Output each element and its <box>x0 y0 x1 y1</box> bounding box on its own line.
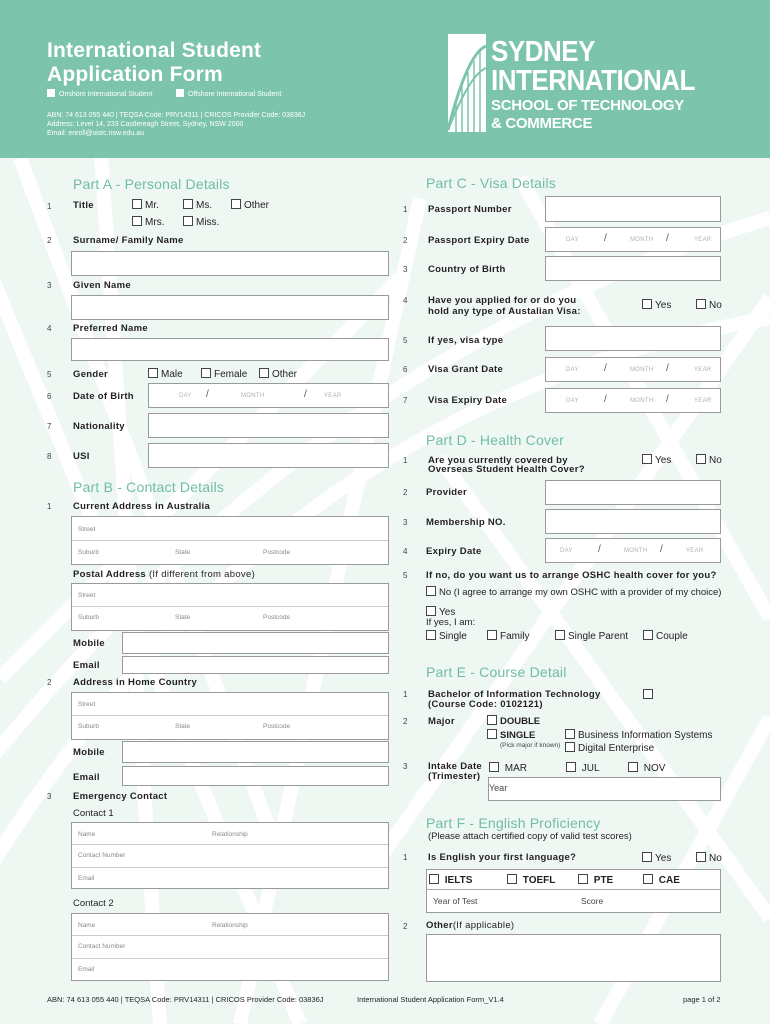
toefl-option[interactable] <box>507 874 555 886</box>
oshc-label-2: Overseas Student Health Cover? <box>428 464 585 475</box>
item-number: 4 <box>47 324 52 333</box>
contact2-field[interactable] <box>71 913 389 981</box>
item-number: 1 <box>403 853 408 862</box>
visa-applied-label-1: Have you applied for or do you <box>428 295 577 306</box>
family-checkbox[interactable] <box>487 630 497 640</box>
postcode-placeholder: Postcode <box>263 614 291 621</box>
ms-checkbox[interactable] <box>183 199 193 209</box>
item-number: 2 <box>47 236 52 245</box>
ielts-checkbox[interactable] <box>429 874 439 884</box>
divider <box>72 958 388 959</box>
suburb-placeholder: Suburb <box>78 614 99 621</box>
oshc-expiry-label: Expiry Date <box>426 546 482 557</box>
passport-number-field[interactable] <box>545 196 721 222</box>
form-title-line2: Application Form <box>47 63 223 86</box>
cover-couple-option[interactable] <box>643 630 688 642</box>
visa-no-checkbox[interactable] <box>696 299 706 309</box>
divider <box>427 889 720 890</box>
email-label: Email <box>73 660 100 671</box>
home-mobile-field[interactable] <box>122 741 389 763</box>
mar-checkbox[interactable] <box>489 762 499 772</box>
day-placeholder: DAY <box>566 367 579 373</box>
item-number: 1 <box>403 205 408 214</box>
jul-checkbox[interactable] <box>566 762 576 772</box>
other-title-label: Other <box>244 200 270 211</box>
suburb-placeholder: Suburb <box>78 549 99 556</box>
item-number: 7 <box>403 396 408 405</box>
date-separator: / <box>604 233 607 244</box>
single-parent-label: Single Parent <box>568 631 629 642</box>
couple-label: Couple <box>656 631 688 642</box>
ms-label: Ms. <box>196 200 213 211</box>
item-number: 3 <box>403 265 408 274</box>
yes-label: Yes <box>655 455 672 466</box>
item-number: 1 <box>403 690 408 699</box>
no-label: No <box>709 853 722 864</box>
arrange-no-checkbox[interactable] <box>426 586 436 596</box>
intake-label-2: (Trimester) <box>428 771 481 782</box>
mar-label: MAR <box>504 763 528 774</box>
postal-address-field[interactable] <box>71 583 389 631</box>
year-placeholder: YEAR <box>694 398 712 404</box>
month-placeholder: MONTH <box>624 548 648 554</box>
score-label: Score <box>581 896 604 906</box>
item-number: 3 <box>403 518 408 527</box>
footer-page-number: page 1 of 2 <box>683 995 721 1004</box>
english-no-option[interactable] <box>696 852 722 864</box>
item-number: 8 <box>47 452 52 461</box>
title-mr-option[interactable] <box>132 199 159 211</box>
other-test-field[interactable] <box>426 934 721 982</box>
passport-number-label: Passport Number <box>428 204 512 215</box>
item-number: 7 <box>47 422 52 431</box>
usi-field[interactable] <box>148 443 389 468</box>
toefl-checkbox[interactable] <box>507 874 517 884</box>
pte-label: PTE <box>593 875 614 886</box>
other-test-label <box>426 920 514 931</box>
cae-option[interactable] <box>643 874 680 886</box>
home-mobile-label: Mobile <box>73 747 105 758</box>
arrange-yes-checkbox[interactable] <box>426 606 436 616</box>
visa-expiry-field[interactable] <box>545 388 721 413</box>
item-number: 3 <box>403 762 408 771</box>
item-number: 2 <box>403 236 408 245</box>
miss-checkbox[interactable] <box>183 216 193 226</box>
year-label: Year <box>489 783 508 793</box>
cover-single-parent-option[interactable] <box>555 630 628 642</box>
nationality-label: Nationality <box>73 421 125 432</box>
de-option[interactable] <box>565 742 654 754</box>
intake-jul-option[interactable] <box>566 762 600 774</box>
emergency-contact-label: Emergency Contact <box>73 791 168 802</box>
membership-field[interactable] <box>545 509 721 534</box>
miss-label: Miss. <box>196 217 220 228</box>
item-number: 5 <box>403 571 408 580</box>
other-label-text: Other <box>426 920 453 931</box>
gender-other-checkbox[interactable] <box>259 368 269 378</box>
yes-label: Yes <box>655 300 672 311</box>
offshore-checkbox[interactable] <box>176 89 184 97</box>
course-checkbox[interactable] <box>643 689 653 699</box>
given-name-field[interactable] <box>71 295 389 320</box>
female-checkbox[interactable] <box>201 368 211 378</box>
mobile-label: Mobile <box>73 638 105 649</box>
state-placeholder: State <box>175 614 191 621</box>
date-separator: / <box>206 389 209 400</box>
divider <box>72 844 388 845</box>
passport-expiry-label: Passport Expiry Date <box>428 235 530 246</box>
contact-number-placeholder: Contact Number <box>78 943 126 950</box>
divider <box>72 606 388 607</box>
if-yes-label: If yes, I am: <box>426 617 476 628</box>
no-label: No <box>709 300 722 311</box>
surname-label: Surname/ Family Name <box>73 235 184 246</box>
item-number: 2 <box>403 922 408 931</box>
provider-label: Provider <box>426 487 467 498</box>
membership-label: Membership NO. <box>426 517 506 528</box>
gender-male-option[interactable] <box>148 368 183 380</box>
month-placeholder: MONTH <box>241 393 265 399</box>
pte-option[interactable] <box>578 874 613 886</box>
visa-grant-label: Visa Grant Date <box>428 364 504 375</box>
pick-major-note: (Pick major if known) <box>500 742 561 749</box>
nov-checkbox[interactable] <box>628 762 638 772</box>
home-address-label: Address in Home Country <box>73 677 198 688</box>
current-address-field[interactable] <box>71 516 389 565</box>
date-separator: / <box>660 544 663 555</box>
single-label: Single <box>439 631 467 642</box>
footer-abn: ABN: 74 613 055 440 | TEQSA Code: PRV14311 | CRICOS Provider Code: 03836J <box>47 995 324 1004</box>
preferred-name-label: Preferred Name <box>73 323 148 334</box>
arrange-no-label: No (I agree to arrange my own OSHC with a provider of my choice) <box>439 587 722 598</box>
cae-label: CAE <box>658 875 680 886</box>
part-a-heading: Part A - Personal Details <box>73 176 230 192</box>
arrange-oshc-label: If no, do you want us to arrange OSHC health cover for you? <box>426 570 717 581</box>
header-banner <box>0 0 770 158</box>
offshore-option[interactable] <box>176 89 281 100</box>
year-placeholder: YEAR <box>324 393 342 399</box>
header-address: Address: Level 14, 233 Castlereagh Street, Sydney, NSW 2000 <box>47 121 244 128</box>
item-number: 5 <box>47 370 52 379</box>
english-tests-box <box>426 869 721 913</box>
major-double-option[interactable] <box>487 715 540 727</box>
country-of-birth-field[interactable] <box>545 256 721 281</box>
course-option[interactable] <box>643 689 656 701</box>
item-number: 2 <box>403 717 408 726</box>
street-placeholder: Street <box>78 701 96 708</box>
logo-international: INTERNATIONAL <box>491 63 695 97</box>
form-title-line1: International Student <box>47 39 262 62</box>
date-separator: / <box>304 389 307 400</box>
cover-single-option[interactable] <box>426 630 467 642</box>
offshore-label: Offshore International Student <box>188 91 282 98</box>
single-checkbox[interactable] <box>426 630 436 640</box>
english-first-label: Is English your first language? <box>428 852 577 863</box>
visa-no-option[interactable] <box>696 299 722 311</box>
visa-expiry-label: Visa Expiry Date <box>428 395 508 406</box>
year-of-test-label: Year of Test <box>433 896 478 906</box>
oshc-yes-option[interactable] <box>642 454 671 466</box>
logo-commerce: & COMMERCE <box>491 115 593 132</box>
english-yes-checkbox[interactable] <box>642 852 652 862</box>
postal-label-text: Postal Address <box>73 569 147 580</box>
title-label: Title <box>73 200 94 211</box>
date-separator: / <box>604 363 607 374</box>
single-parent-checkbox[interactable] <box>555 630 565 640</box>
name-placeholder: Name <box>78 831 96 838</box>
contact1-field[interactable] <box>71 822 389 889</box>
other-note: (If applicable) <box>452 920 515 931</box>
couple-checkbox[interactable] <box>643 630 653 640</box>
part-e-heading: Part E - Course Detail <box>426 664 567 680</box>
part-f-heading: Part F - English Proficiency <box>426 815 601 831</box>
arrange-yes-label: Yes <box>439 607 456 618</box>
single-major-checkbox[interactable] <box>487 729 497 739</box>
preferred-name-field[interactable] <box>71 338 389 361</box>
divider <box>72 715 388 716</box>
title-miss-option[interactable] <box>183 216 219 228</box>
female-label: Female <box>214 369 248 380</box>
oshc-label-1: Are you currently covered by <box>428 455 568 466</box>
date-separator: / <box>604 394 607 405</box>
provider-field[interactable] <box>545 480 721 505</box>
dob-field[interactable] <box>148 383 389 408</box>
visa-grant-field[interactable] <box>545 357 721 382</box>
part-c-heading: Part C - Visa Details <box>426 175 556 191</box>
part-d-heading: Part D - Health Cover <box>426 432 565 448</box>
date-separator: / <box>666 394 669 405</box>
onshore-label: Onshore International Student <box>59 91 153 98</box>
mrs-checkbox[interactable] <box>132 216 142 226</box>
item-number: 3 <box>47 792 52 801</box>
item-number: 2 <box>403 488 408 497</box>
arrange-no-option[interactable] <box>426 586 721 598</box>
divider <box>72 935 388 936</box>
logo-bridge-icon <box>448 34 486 132</box>
onshore-checkbox[interactable] <box>47 89 55 97</box>
header-email: Email: enroll@sistc.nsw.edu.au <box>47 130 144 137</box>
bis-checkbox[interactable] <box>565 729 575 739</box>
given-name-label: Given Name <box>73 280 131 291</box>
double-checkbox[interactable] <box>487 715 497 725</box>
double-label: DOUBLE <box>500 716 541 727</box>
dob-label: Date of Birth <box>73 391 134 402</box>
title-mrs-option[interactable] <box>132 216 164 228</box>
current-address-label: Current Address in Australia <box>73 501 211 512</box>
other-title-checkbox[interactable] <box>231 199 241 209</box>
day-placeholder: DAY <box>566 237 579 243</box>
footer-form-version: International Student Application Form_V1.4 <box>357 995 504 1004</box>
item-number: 1 <box>47 502 52 511</box>
intake-label-1: Intake Date <box>428 761 482 772</box>
usi-label: USI <box>73 451 90 462</box>
major-label: Major <box>428 716 455 727</box>
toefl-label: TOEFL <box>522 875 556 886</box>
visa-applied-label-2: hold any type of Austalian Visa: <box>428 306 581 317</box>
country-of-birth-label: Country of Birth <box>428 264 506 275</box>
de-checkbox[interactable] <box>565 742 575 752</box>
intake-mar-option[interactable] <box>489 762 527 774</box>
title-ms-option[interactable] <box>183 199 212 211</box>
item-number: 5 <box>403 336 408 345</box>
test-scores-note: (Please attach certified copy of valid test scores) <box>428 831 632 842</box>
mr-label: Mr. <box>145 200 159 211</box>
state-placeholder: State <box>175 723 191 730</box>
gender-female-option[interactable] <box>201 368 247 380</box>
nov-label: NOV <box>643 763 666 774</box>
course-code-label: (Course Code: 0102121) <box>428 699 543 710</box>
pte-checkbox[interactable] <box>578 874 588 884</box>
visa-yes-checkbox[interactable] <box>642 299 652 309</box>
postcode-placeholder: Postcode <box>263 549 291 556</box>
contact-number-placeholder: Contact Number <box>78 852 126 859</box>
contact-email-placeholder: Email <box>78 875 95 882</box>
major-single-option[interactable] <box>487 729 535 741</box>
nationality-field[interactable] <box>148 413 389 438</box>
contact2-label: Contact 2 <box>73 898 114 909</box>
intake-nov-option[interactable] <box>628 762 665 774</box>
relationship-placeholder: Relationship <box>212 831 248 838</box>
oshc-no-checkbox[interactable] <box>696 454 706 464</box>
visa-type-field[interactable] <box>545 326 721 351</box>
postal-note: (If different from above) <box>148 569 256 580</box>
item-number: 6 <box>403 365 408 374</box>
english-no-checkbox[interactable] <box>696 852 706 862</box>
item-number: 3 <box>47 281 52 290</box>
ielts-option[interactable] <box>429 874 472 886</box>
home-address-field[interactable] <box>71 692 389 740</box>
de-label: Digital Enterprise <box>578 743 655 754</box>
contact1-label: Contact 1 <box>73 808 114 819</box>
street-placeholder: Street <box>78 592 96 599</box>
month-placeholder: MONTH <box>630 398 654 404</box>
gender-other-label: Other <box>272 369 298 380</box>
gender-label: Gender <box>73 369 109 380</box>
visa-type-label: If yes, visa type <box>428 335 504 346</box>
date-separator: / <box>598 544 601 555</box>
onshore-option[interactable] <box>47 89 152 100</box>
item-number: 6 <box>47 392 52 401</box>
year-placeholder: YEAR <box>694 367 712 373</box>
gender-other-option[interactable] <box>259 368 297 380</box>
date-separator: / <box>666 233 669 244</box>
postcode-placeholder: Postcode <box>263 723 291 730</box>
no-label: No <box>709 455 722 466</box>
oshc-yes-checkbox[interactable] <box>642 454 652 464</box>
cover-family-option[interactable] <box>487 630 529 642</box>
item-number: 4 <box>403 547 408 556</box>
year-placeholder: YEAR <box>686 548 704 554</box>
day-placeholder: DAY <box>560 548 573 554</box>
surname-field[interactable] <box>71 251 389 276</box>
home-email-label: Email <box>73 772 100 783</box>
item-number: 4 <box>403 296 408 305</box>
title-other-option[interactable] <box>231 199 269 211</box>
postal-address-label <box>73 569 255 580</box>
year-placeholder: YEAR <box>694 237 712 243</box>
logo-school: SCHOOL OF TECHNOLOGY <box>491 97 684 114</box>
state-placeholder: State <box>175 549 191 556</box>
day-placeholder: DAY <box>566 398 579 404</box>
course-name-label: Bachelor of Information Technology <box>428 689 601 700</box>
contact-email-placeholder: Email <box>78 966 95 973</box>
item-number: 2 <box>47 678 52 687</box>
item-number: 1 <box>47 202 52 211</box>
logo-sydney: SYDNEY <box>491 34 595 68</box>
jul-label: JUL <box>581 763 600 774</box>
divider <box>72 867 388 868</box>
relationship-placeholder: Relationship <box>212 922 248 929</box>
passport-expiry-field[interactable] <box>545 227 721 252</box>
item-number: 1 <box>403 456 408 465</box>
intake-year-field[interactable] <box>488 777 721 801</box>
email-field[interactable] <box>122 656 389 674</box>
date-separator: / <box>666 363 669 374</box>
name-placeholder: Name <box>78 922 96 929</box>
english-yes-option[interactable] <box>642 852 671 864</box>
month-placeholder: MONTH <box>630 237 654 243</box>
mobile-field[interactable] <box>122 632 389 654</box>
ielts-label: IELTS <box>444 875 473 886</box>
month-placeholder: MONTH <box>630 367 654 373</box>
single-major-label: SINGLE <box>500 730 536 741</box>
home-email-field[interactable] <box>122 766 389 786</box>
family-label: Family <box>500 631 530 642</box>
male-checkbox[interactable] <box>148 368 158 378</box>
mrs-label: Mrs. <box>145 217 165 228</box>
part-b-heading: Part B - Contact Details <box>73 479 225 495</box>
header-abn-info: ABN: 74 613 055 440 | TEQSA Code: PRV14311 | CRICOS Provider Code: 03836J <box>47 112 306 119</box>
suburb-placeholder: Suburb <box>78 723 99 730</box>
day-placeholder: DAY <box>179 393 192 399</box>
cae-checkbox[interactable] <box>643 874 653 884</box>
yes-label: Yes <box>655 853 672 864</box>
oshc-expiry-field[interactable] <box>545 538 721 563</box>
divider <box>72 540 388 541</box>
male-label: Male <box>161 369 183 380</box>
bis-option[interactable] <box>565 729 713 741</box>
bis-label: Business Information Systems <box>578 730 713 741</box>
mr-checkbox[interactable] <box>132 199 142 209</box>
street-placeholder: Street <box>78 526 96 533</box>
oshc-no-option[interactable] <box>696 454 722 466</box>
visa-yes-option[interactable] <box>642 299 671 311</box>
